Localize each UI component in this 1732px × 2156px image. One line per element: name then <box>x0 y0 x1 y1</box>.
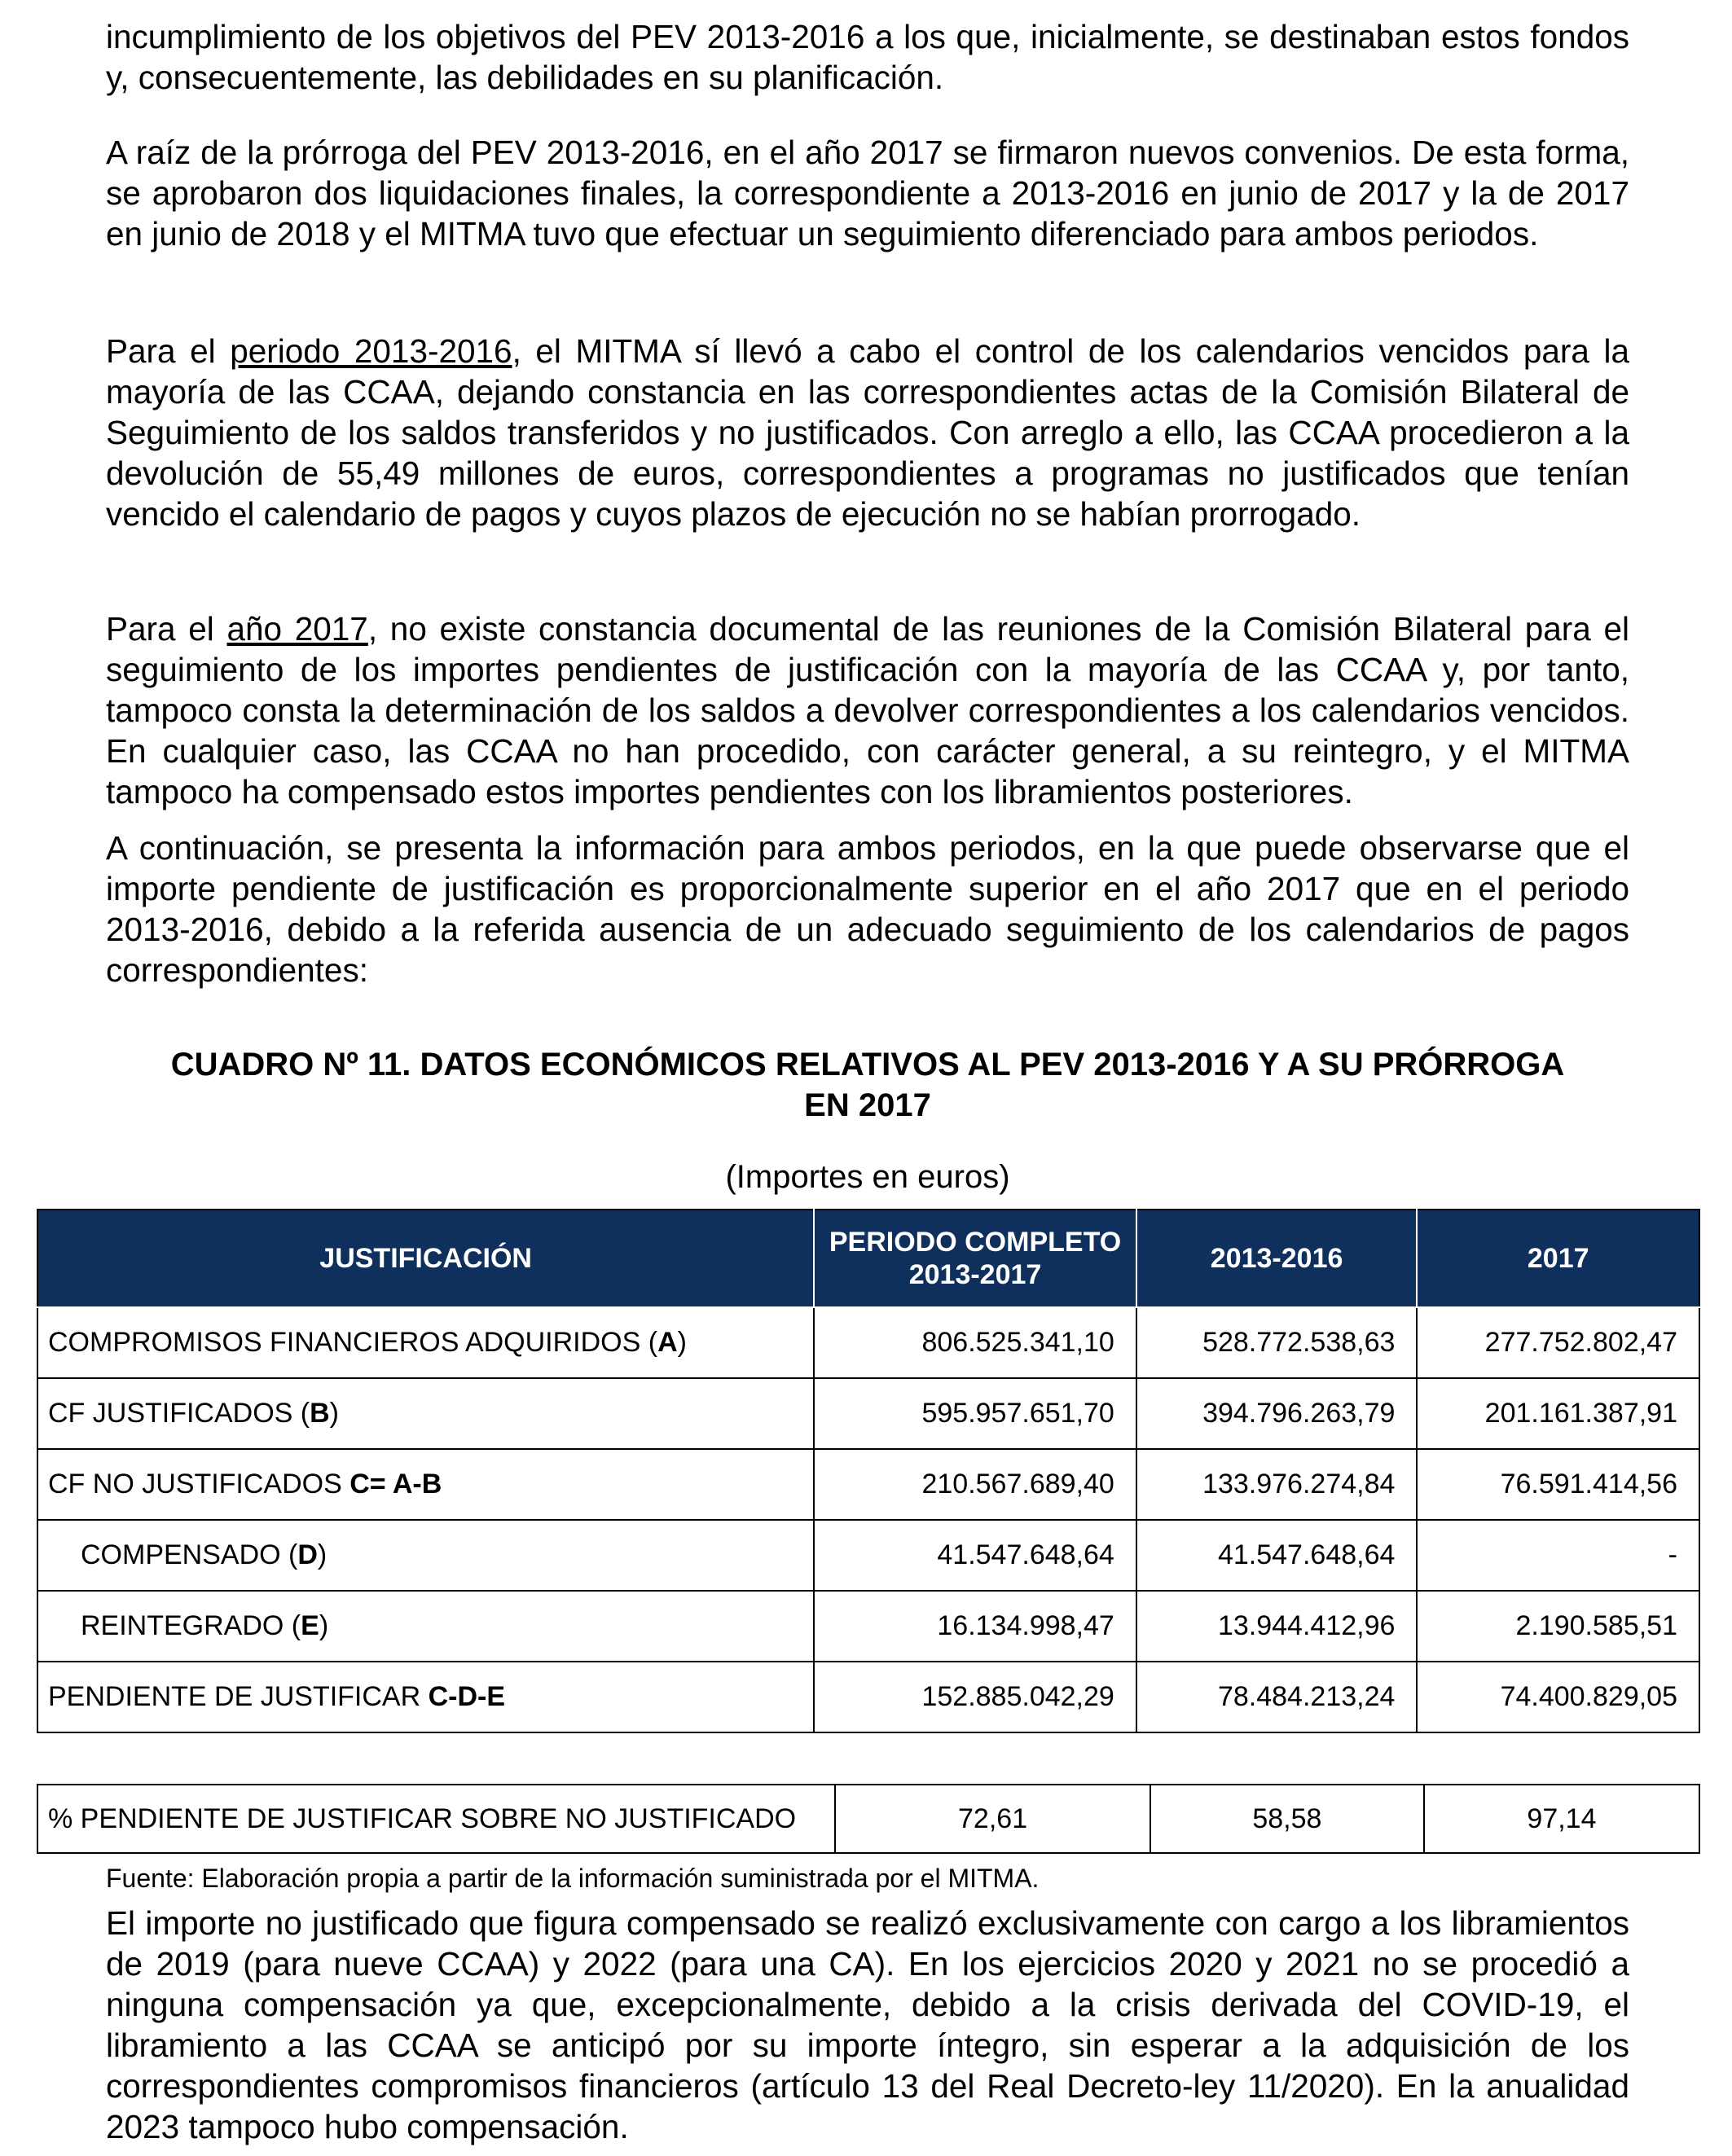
row-label-tail: ) <box>319 1610 329 1641</box>
table-row <box>37 1378 1699 1449</box>
value-2013-2016: 13.944.412,96 <box>1136 1591 1418 1662</box>
percentage-table <box>37 1784 1700 1854</box>
paragraph-4-underlined: año 2017 <box>226 610 368 648</box>
row-label <box>37 1449 814 1520</box>
percentage-periodo-completo: 72,61 <box>835 1785 1150 1853</box>
percentage-2017: 97,14 <box>1424 1785 1699 1853</box>
row-label-text: COMPROMISOS FINANCIEROS ADQUIRIDOS ( <box>48 1327 658 1358</box>
value-2013-2016: 41.547.648,64 <box>1136 1520 1418 1591</box>
value-2013-2016: 394.796.263,79 <box>1136 1378 1418 1449</box>
value-2017: 76.591.414,56 <box>1417 1449 1699 1520</box>
value-2017: 201.161.387,91 <box>1417 1378 1699 1449</box>
table-title <box>106 1044 1629 1126</box>
row-label-tail: ) <box>317 1539 327 1570</box>
value-periodo-completo: 152.885.042,29 <box>814 1662 1136 1732</box>
source-note: Fuente: Elaboración propia a partir de la información suministrada por el MITMA. <box>106 1864 1040 1893</box>
paragraph-5: A continuación, se presenta la información para ambos periodos, en la que puede observarse que el importe pendiente de justificación es proporcionalmente superior en el año 2017 que en el periodo 2013-2016, debido a la referida ausencia de un adecuado seguimiento de los calendarios de pagos correspondientes: <box>106 829 1629 989</box>
row-label <box>37 1591 814 1662</box>
table-subtitle: (Importes en euros) <box>725 1159 1010 1195</box>
header-2017: 2017 <box>1417 1210 1699 1307</box>
value-periodo-completo: 595.957.651,70 <box>814 1378 1136 1449</box>
paragraph-6: El importe no justificado que figura compensado se realizó exclusivamente con cargo a los libramientos de 2019 (para nueve CCAA) y 2022 (para una CA). En los ejercicios 2020 y 2021 no se procedió a ninguna compensación ya que, excepcionalmente, debido a la crisis derivada del COVID-19, el libramiento a las CCAA se anticipó por su importe íntegro, sin esperar a la adquisición de los correspondientes compromisos financieros (artículo 13 del Real Decreto-ley 11/2020). En la anualidad 2023 tampoco hubo compensación. <box>106 1904 1629 2145</box>
paragraph-3-rest: , el MITMA sí llevó a cabo el control de los calendarios vencidos para la mayoría de las CCAA, dejando constancia en las correspondientes actas de la Comisión Bilateral de Seguimiento de los saldos transferidos y no justificados. Con arreglo a ello, las CCAA procedieron a la devolución de 55,49 millones de euros, correspondientes a programas no justificados que tenían vencido el calendario de pagos y cuyos plazos de ejecución no se habían prorrogado. <box>106 332 1630 533</box>
row-label-code: E <box>301 1610 319 1641</box>
table-header-row <box>37 1210 1699 1307</box>
row-label-tail: ) <box>677 1327 687 1358</box>
row-label-code: A <box>657 1327 678 1358</box>
table-row <box>37 1449 1699 1520</box>
row-label <box>37 1378 814 1449</box>
value-periodo-completo: 41.547.648,64 <box>814 1520 1136 1591</box>
row-label <box>37 1307 814 1378</box>
paragraph-4-lead: Para el <box>106 610 227 648</box>
paragraph-4 <box>106 608 1629 812</box>
percentage-label: % PENDIENTE DE JUSTIFICAR SOBRE NO JUSTIFICADO <box>37 1785 835 1853</box>
header-periodo-completo-line-2: 2013-2017 <box>908 1259 1042 1290</box>
row-label <box>37 1662 814 1732</box>
header-periodo-completo <box>814 1210 1136 1307</box>
percentage-2013-2016: 58,58 <box>1150 1785 1424 1853</box>
row-label-text: COMPENSADO ( <box>81 1539 298 1570</box>
row-label-code: D <box>297 1539 318 1570</box>
header-2013-2016: 2013-2016 <box>1136 1210 1418 1307</box>
value-2013-2016: 133.976.274,84 <box>1136 1449 1418 1520</box>
row-label-text: REINTEGRADO ( <box>81 1610 301 1641</box>
value-periodo-completo: 806.525.341,10 <box>814 1307 1136 1378</box>
economic-data-table <box>37 1209 1700 1733</box>
table-title-line-2: EN 2017 <box>804 1087 931 1123</box>
header-justificacion: JUSTIFICACIÓN <box>37 1210 814 1307</box>
value-2013-2016: 528.772.538,63 <box>1136 1307 1418 1378</box>
table-row <box>37 1307 1699 1378</box>
paragraph-1: incumplimiento de los objetivos del PEV 2013-2016 a los que, inicialmente, se destinaban estos fondos y, consecuentemente, las debilidades en su planificación. <box>106 18 1629 96</box>
row-label-code: B <box>310 1398 330 1429</box>
percentage-row <box>37 1785 1699 1853</box>
table-row <box>37 1591 1699 1662</box>
paragraph-3-lead: Para el <box>106 332 231 370</box>
value-2017: 277.752.802,47 <box>1417 1307 1699 1378</box>
table-row <box>37 1662 1699 1732</box>
value-2017: 2.190.585,51 <box>1417 1591 1699 1662</box>
table-title-line-1: CUADRO Nº 11. DATOS ECONÓMICOS RELATIVOS AL PEV 2013-2016 Y A SU PRÓRROGA <box>170 1047 1565 1082</box>
value-2017: - <box>1417 1520 1699 1591</box>
value-2013-2016: 78.484.213,24 <box>1136 1662 1418 1732</box>
row-label-code: C-D-E <box>428 1681 506 1712</box>
row-label-text: CF JUSTIFICADOS ( <box>48 1398 310 1429</box>
paragraph-2: A raíz de la prórroga del PEV 2013-2016, en el año 2017 se firmaron nuevos convenios. De esta forma, se aprobaron dos liquidaciones finales, la correspondiente a 2013-2016 en junio de 2017 y la de 2017 en junio de 2018 y el MITMA tuvo que efectuar un seguimiento diferenciado para ambos periodos. <box>106 134 1629 252</box>
paragraph-4-rest: , no existe constancia documental de las reuniones de la Comisión Bilateral para el seguimiento de los importes pendientes de justificación con la mayoría de las CCAA y, por tanto, tampoco consta la determinación de los saldos a devolver correspondientes a los calendarios vencidos. En cualquier caso, las CCAA no han procedido, con carácter general, a su reintegro, y el MITMA tampoco ha compensado estos importes pendientes con los libramientos posteriores. <box>106 610 1629 810</box>
paragraph-3-underlined: periodo 2013-2016 <box>230 332 512 370</box>
row-label <box>37 1520 814 1591</box>
value-2017: 74.400.829,05 <box>1417 1662 1699 1732</box>
paragraph-3 <box>106 331 1629 534</box>
header-periodo-completo-line-1: PERIODO COMPLETO <box>829 1227 1122 1258</box>
row-label-text: PENDIENTE DE JUSTIFICAR <box>48 1681 429 1712</box>
row-label-tail: ) <box>329 1398 339 1429</box>
row-label-code: C= A-B <box>349 1469 442 1500</box>
table-row <box>37 1520 1699 1591</box>
value-periodo-completo: 16.134.998,47 <box>814 1591 1136 1662</box>
row-label-text: CF NO JUSTIFICADOS <box>48 1469 350 1500</box>
value-periodo-completo: 210.567.689,40 <box>814 1449 1136 1520</box>
